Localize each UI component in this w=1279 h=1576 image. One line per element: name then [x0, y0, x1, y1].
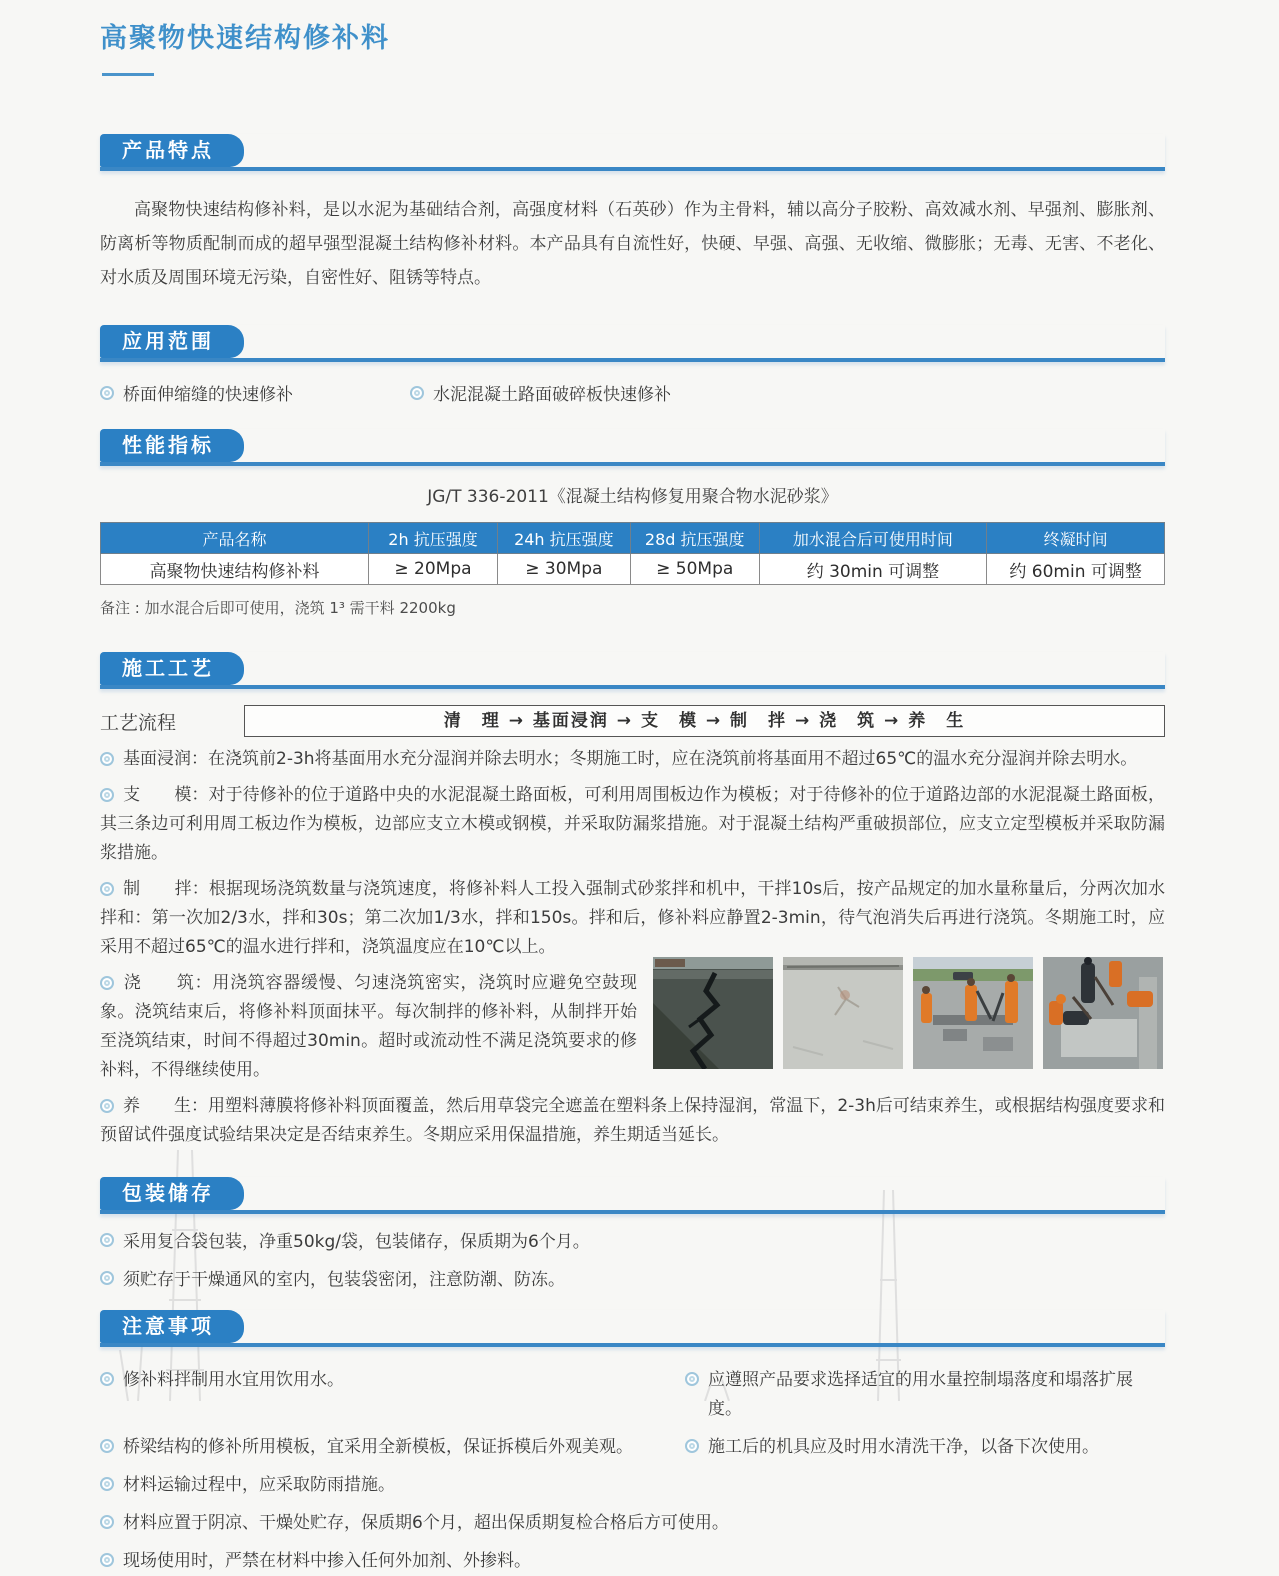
note-item-label: 材料运输过程中，应采取防雨措施。 — [123, 1475, 395, 1495]
note-item-label: 修补料拌制用水宜用饮用水。 — [123, 1370, 344, 1390]
notes-full-width-list — [100, 1471, 1165, 1576]
section-tab-applications: 应用范围 — [100, 325, 244, 358]
ring-bullet-icon — [100, 1439, 114, 1453]
packaging-item — [100, 1265, 1165, 1290]
note-item-label: 桥梁结构的修补所用模板，宜采用全新模板，保证拆模后外观美观。 — [123, 1437, 633, 1457]
process-step-text: 基面浸润：在浇筑前2-3h将基面用水充分湿润并除去明水；冬期施工时，应在浇筑前将基面用不超过65℃的温水充分湿润并除去明水。 — [123, 749, 1138, 769]
ring-bullet-icon — [100, 1553, 114, 1567]
table-header-cell: 24h 抗压强度 — [497, 523, 630, 554]
note-item-label: 施工后的机具应及时用水清洗干净，以备下次使用。 — [708, 1437, 1099, 1457]
process-step — [100, 745, 1165, 774]
packaging-item-label: 须贮存于干燥通风的室内，包装袋密闭，注意防潮、防冻。 — [123, 1270, 565, 1290]
section-tab-performance: 性能指标 — [100, 429, 244, 462]
section-header-process — [100, 652, 1165, 689]
section-tab-notes: 注意事项 — [100, 1310, 244, 1343]
ring-bullet-icon — [100, 882, 114, 896]
performance-note: 备注 : 加水混合后即可使用，浇筑 1³ 需干料 2200kg — [100, 599, 456, 617]
ring-bullet-icon — [100, 1233, 114, 1247]
process-step-text: 养 生：用塑料薄膜将修补料顶面覆盖，然后用草袋完全遮盖在塑料条上保持湿润，常温下，2-3h后可结束养生，或根据结构强度要求和预留试件强度试验结果决定是否结束养生。冬期应采用保温措施，养生期适当延长。 — [100, 1096, 1165, 1145]
table-cell: 约 60min 可调整 — [987, 554, 1165, 585]
ring-bullet-icon — [100, 386, 114, 400]
applications-list — [100, 380, 1165, 405]
page-title: 高聚物快速结构修补料 — [100, 23, 390, 54]
table-row — [101, 554, 1165, 585]
packaging-list — [100, 1227, 1165, 1290]
note-item — [100, 1433, 685, 1462]
performance-table — [100, 522, 1165, 585]
packaging-item — [100, 1227, 1165, 1252]
table-cell: ≥ 20Mpa — [369, 554, 498, 585]
note-item — [100, 1547, 1165, 1576]
note-item-label: 应遵照产品要求选择适宜的用水量控制塌落度和塌落扩展度。 — [708, 1370, 1133, 1419]
table-cell: ≥ 30Mpa — [497, 554, 630, 585]
table-cell: 约 30min 可调整 — [759, 554, 987, 585]
note-item — [100, 1471, 1165, 1500]
ring-bullet-icon — [685, 1372, 699, 1386]
note-item — [100, 1366, 685, 1424]
photo-workers-breaking-pavement — [913, 957, 1033, 1069]
table-cell: 高聚物快速结构修补料 — [101, 554, 369, 585]
note-item — [100, 1509, 1165, 1538]
ring-bullet-icon — [100, 976, 114, 990]
construction-photos — [653, 957, 1165, 1071]
ring-bullet-icon — [100, 1515, 114, 1529]
ring-bullet-icon — [100, 1099, 114, 1113]
section-tab-process: 施工工艺 — [100, 652, 244, 685]
ring-bullet-icon — [100, 752, 114, 766]
process-step — [100, 781, 1165, 868]
process-step-text: 支 模：对于待修补的位于道路中央的水泥混凝土路面板，可利用周围板边作为模板；对于待修补的位于道路边部的水泥混凝土路面板，其三条边可利用周工板边作为模板，边部应支立木模或钢模，并采取防漏浆措施。对于混凝土结构严重破损部位，应支立定型模板并采取防漏浆措施。 — [100, 785, 1165, 863]
process-step-text: 浇 筑：用浇筑容器缓慢、匀速浇筑密实，浇筑时应避免空鼓现象。浇筑结束后，将修补料顶面抹平。每次制拌的修补料，从制拌开始至浇筑结束，时间不得超过30min。超时或流动性不满足浇筑要求的修补料，不得继续使用。 — [100, 973, 637, 1080]
ring-bullet-icon — [410, 386, 424, 400]
photo-dark-cracked-pavement — [653, 957, 773, 1069]
note-item — [685, 1366, 1165, 1424]
table-header-cell: 2h 抗压强度 — [369, 523, 498, 554]
application-item — [410, 380, 671, 405]
table-header-cell: 加水混合后可使用时间 — [759, 523, 987, 554]
product-sheet-page — [100, 0, 1165, 1576]
section-header-notes — [100, 1310, 1165, 1347]
process-flow-label: 工艺流程 — [100, 711, 177, 734]
ring-bullet-icon — [100, 1372, 114, 1386]
table-header-cell: 终凝时间 — [987, 523, 1165, 554]
section-header-applications — [100, 325, 1165, 362]
process-flow-diagram: 清 理 → 基面浸润 → 支 模 → 制 拌 → 浇 筑 → 养 生 — [244, 705, 1165, 737]
notes-two-column-list — [100, 1357, 1165, 1462]
note-item — [685, 1433, 1165, 1462]
process-flow-row — [100, 705, 1165, 737]
ring-bullet-icon — [100, 1477, 114, 1491]
features-paragraph: 高聚物快速结构修补料，是以水泥为基础结合剂，高强度材料（石英砂）作为主骨料，辅以高分子胶粉、高效减水剂、早强剂、膨胀剂、防离析等物质配制而成的超早强型混凝土结构修补材料。本产品具有自流性好，快硬、早强、高强、无收缩、微膨胀；无毒、无害、不老化、对水质及周围环境无污染，自密性好、阻锈等特点。 — [100, 200, 1165, 288]
packaging-item-label: 采用复合袋包装，净重50kg/袋，包装储存，保质期为6个月。 — [123, 1232, 590, 1252]
application-item — [100, 380, 410, 405]
section-header-packaging — [100, 1177, 1165, 1214]
section-tab-features: 产品特点 — [100, 134, 244, 167]
ring-bullet-icon — [685, 1439, 699, 1453]
table-header-cell: 28d 抗压强度 — [630, 523, 759, 554]
performance-standard-caption: JG/T 336-2011《混凝土结构修复用聚合物水泥砂浆》 — [427, 487, 838, 507]
application-item-label: 水泥混凝土路面破碎板快速修补 — [433, 385, 671, 405]
note-item-label: 材料应置于阴凉、干燥处贮存，保质期6个月，超出保质期复检合格后方可使用。 — [123, 1513, 729, 1533]
section-tab-packaging: 包装储存 — [100, 1177, 244, 1210]
title-underline — [102, 73, 154, 76]
process-step — [100, 1092, 1165, 1150]
section-header-performance — [100, 429, 1165, 466]
process-step — [100, 875, 1165, 962]
process-step-text: 制 拌：根据现场浇筑数量与浇筑速度，将修补料人工投入强制式砂浆拌和机中，干拌10s后，按产品规定的加水量称量后，分两次加水拌和：第一次加2/3水，拌和30s；第二次加1/3水，拌和150s。拌和后，修补料应静置2-3min，待气泡消失后再进行浇筑。冬期施工时，应采用不超过65℃的温水进行拌和，浇筑温度应在10℃以上。 — [100, 879, 1165, 957]
ring-bullet-icon — [100, 788, 114, 802]
table-cell: ≥ 50Mpa — [630, 554, 759, 585]
table-header-cell: 产品名称 — [101, 523, 369, 554]
photo-workers-repairing-patch — [1043, 957, 1163, 1069]
application-item-label: 桥面伸缩缝的快速修补 — [123, 385, 293, 405]
ring-bullet-icon — [100, 1271, 114, 1285]
table-header-row — [101, 523, 1165, 554]
process-steps — [100, 745, 1165, 1150]
photo-concrete-surface-crack — [783, 957, 903, 1069]
note-item-label: 现场使用时，严禁在材料中掺入任何外加剂、外掺料。 — [123, 1551, 531, 1571]
section-header-features — [100, 134, 1165, 171]
